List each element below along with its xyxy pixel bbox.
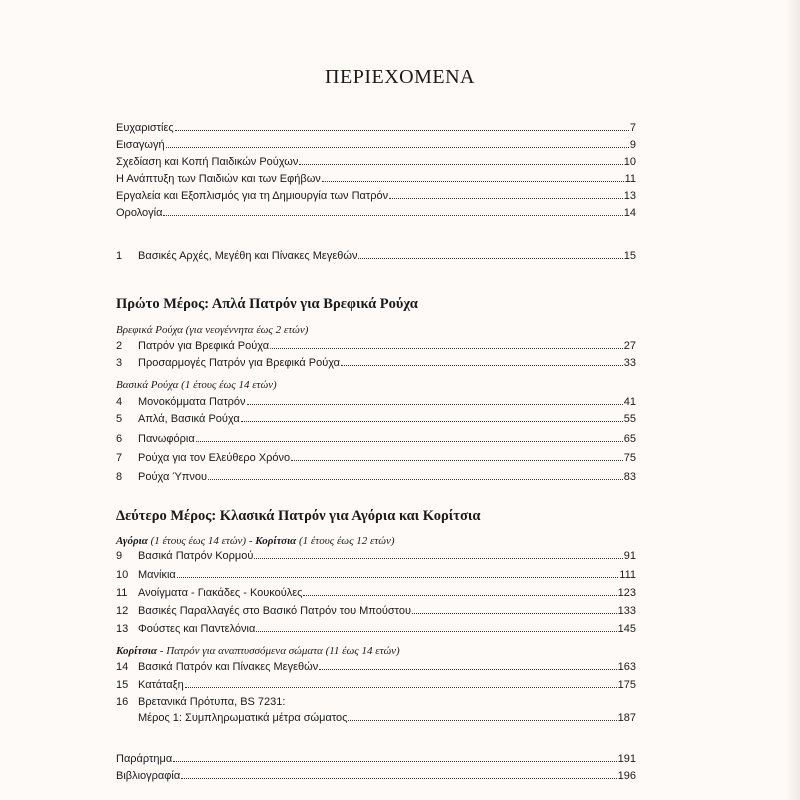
entry-page: 196: [617, 770, 636, 782]
dot-leader: [173, 760, 616, 762]
dot-leader: [348, 719, 616, 721]
toc-entry: [116, 244, 636, 262]
part-two-heading: Δεύτερο Μέρος: Κλασικά Πατρόν για Αγόρια και Κορίτσια: [116, 508, 481, 524]
section-heading-girls: Κορίτσια: [116, 645, 158, 657]
entry-label: Φούστες και Παντελόνια: [138, 623, 256, 635]
entry-label: Μανίκια: [138, 569, 176, 581]
entry-label: Πατρόν για Βρεφικά Ρούχα: [138, 340, 270, 352]
toc-entry: [116, 390, 636, 408]
toc-entry: [116, 133, 636, 151]
entry-label: Ρούχα Ύπνου: [138, 471, 207, 483]
entry-page: 75: [623, 452, 636, 464]
entry-page: 65: [623, 433, 636, 445]
entry-number: 4: [116, 396, 123, 408]
entry-number: 7: [116, 452, 123, 464]
entry-label: Σχεδίαση και Κοπή Παιδικών Ρούχων: [116, 156, 299, 168]
toc-entry: [116, 201, 636, 219]
section-heading: Βρεφικά Ρούχα (για νεογέννητα έως 2 ετών): [116, 324, 309, 336]
entry-number: 11: [116, 587, 128, 599]
entry-label: Προσαρμογές Πατρόν για Βρεφικά Ρούχα: [138, 357, 341, 369]
entry-page: 10: [623, 156, 636, 168]
entry-label: Ορολογία: [116, 207, 163, 219]
page-title: ΠΕΡΙΕΧΟΜΕΝΑ: [325, 66, 475, 88]
entry-number: 5: [116, 413, 123, 425]
entry-page: 145: [617, 623, 636, 635]
entry-page: 27: [623, 340, 636, 352]
entry-page: 191: [617, 753, 636, 765]
dot-leader: [196, 440, 623, 442]
toc-entry: [116, 599, 636, 617]
entry-label: Εργαλεία και Εξοπλισμός για τη Δημιουργία των Πατρόν: [116, 190, 389, 202]
entry-line: [116, 708, 636, 724]
entry-label: Η Ανάπτυξη των Παιδιών και των Εφήβων: [116, 173, 321, 185]
entry-page: 163: [617, 661, 636, 673]
dot-leader: [389, 197, 623, 199]
entry-page: 111: [619, 569, 636, 581]
entry-number: 14: [116, 661, 129, 673]
dot-leader: [185, 686, 617, 688]
dot-leader: [181, 777, 616, 779]
toc-entry: [116, 563, 636, 581]
toc-entry: [116, 655, 636, 673]
dot-leader: [254, 557, 622, 559]
entry-page: 55: [623, 413, 636, 425]
toc-entry: [116, 150, 636, 168]
entry-number: 10: [116, 569, 129, 581]
dot-leader: [322, 180, 624, 182]
section-heading-growing-bodies: - Πατρόν για αναπτυσσόμενα σώματα (11 έως 14 ετών): [157, 645, 400, 657]
entry-page: 14: [623, 207, 636, 219]
toc-entry: [116, 581, 636, 599]
dot-leader: [299, 163, 622, 165]
toc-entry: [116, 116, 636, 134]
entry-line: [116, 692, 636, 708]
dot-leader: [166, 146, 629, 148]
toc-entry: [116, 427, 636, 445]
entry-label: Μονοκόμματα Πατρόν: [138, 396, 246, 408]
entry-number: 2: [116, 340, 123, 352]
entry-number: 9: [116, 550, 123, 562]
entry-label: Βρετανικά Πρότυπα, BS 7231:: [138, 696, 286, 708]
section-heading: Βασικά Ρούχα (1 έτους έως 14 ετών): [116, 379, 277, 391]
section-heading-girls: Κορίτσια: [255, 535, 297, 547]
dot-leader: [341, 364, 623, 366]
toc-entry: [116, 407, 636, 425]
toc-entry: [116, 764, 636, 782]
entry-label: Ρούχα για τον Ελεύθερο Χρόνο: [138, 452, 291, 464]
section-heading-boys: Αγόρια: [116, 535, 148, 547]
entry-label: Βασικές Παραλλαγές στο Βασικό Πατρόν του Μπούστου: [138, 605, 411, 617]
entry-page: 15: [623, 250, 636, 262]
section-heading-girls-ages: (1 έτους έως 12 ετών): [296, 535, 395, 547]
dot-leader: [208, 478, 623, 480]
dot-leader: [163, 214, 622, 216]
entry-page: 91: [623, 550, 636, 562]
dot-leader: [270, 347, 623, 349]
entry-label: Βιβλιογραφία: [116, 770, 181, 782]
entry-page: 7: [629, 122, 636, 134]
toc-entry: [116, 617, 636, 635]
entry-label: Ανοίγματα - Γιακάδες - Κουκούλες: [138, 587, 303, 599]
entry-number: 15: [116, 679, 129, 691]
entry-number: 3: [116, 357, 123, 369]
entry-number: 12: [116, 605, 129, 617]
dot-leader: [303, 594, 616, 596]
toc-entry: [116, 544, 636, 562]
entry-page: 11: [624, 173, 636, 185]
dot-leader: [412, 612, 617, 614]
entry-page: 133: [617, 605, 636, 617]
entry-label: Βασικές Αρχές, Μεγέθη και Πίνακες Μεγεθών: [138, 250, 358, 262]
dot-leader: [256, 630, 616, 632]
entry-label: Πανωφόρια: [138, 433, 195, 445]
entry-page: 175: [617, 679, 636, 691]
entry-number: 16: [116, 696, 129, 708]
entry-label: Ευχαριστίες: [116, 122, 174, 134]
dot-leader: [319, 668, 616, 670]
entry-page: 187: [617, 712, 636, 724]
entry-number: 6: [116, 433, 123, 445]
toc-entry: [116, 167, 636, 185]
entry-page: 33: [623, 357, 636, 369]
entry-number: 8: [116, 471, 123, 483]
entry-page: 13: [623, 190, 636, 202]
entry-label: Παράρτημα: [116, 753, 173, 765]
entry-page: 123: [617, 587, 636, 599]
entry-page: 41: [623, 396, 636, 408]
toc-entry: [116, 747, 636, 765]
dot-leader: [175, 129, 629, 131]
dot-leader: [241, 420, 623, 422]
entry-number: 13: [116, 623, 129, 635]
entry-label: Απλά, Βασικά Ρούχα: [138, 413, 240, 425]
page-edge-shadow: [786, 0, 800, 800]
dot-leader: [291, 459, 623, 461]
dot-leader: [247, 403, 623, 405]
section-heading-boys-ages: (1 έτους έως 14 ετών) -: [147, 535, 256, 547]
entry-label: Βασικά Πατρόν και Πίνακες Μεγεθών: [138, 661, 319, 673]
toc-entry: [116, 184, 636, 202]
entry-label: Κατάταξη: [138, 679, 184, 691]
toc-entry: [116, 446, 636, 464]
entry-label: Βασικά Πατρόν Κορμού: [138, 550, 254, 562]
entry-number: 1: [116, 250, 123, 262]
toc-entry: [116, 465, 636, 483]
toc-entry: [116, 351, 636, 369]
entry-page: 83: [623, 471, 636, 483]
entry-page: 9: [629, 139, 636, 151]
dot-leader: [358, 257, 622, 259]
dot-leader: [177, 576, 618, 578]
entry-label: Εισαγωγή: [116, 139, 165, 151]
entry-label: Μέρος 1: Συμπληρωματικά μέτρα σώματος: [138, 712, 348, 724]
toc-entry: [116, 334, 636, 352]
toc-entry-multiline: [116, 692, 636, 724]
part-one-heading: Πρώτο Μέρος: Απλά Πατρόν για Βρεφικά Ρούχα: [116, 296, 418, 312]
toc-entry: [116, 673, 636, 691]
